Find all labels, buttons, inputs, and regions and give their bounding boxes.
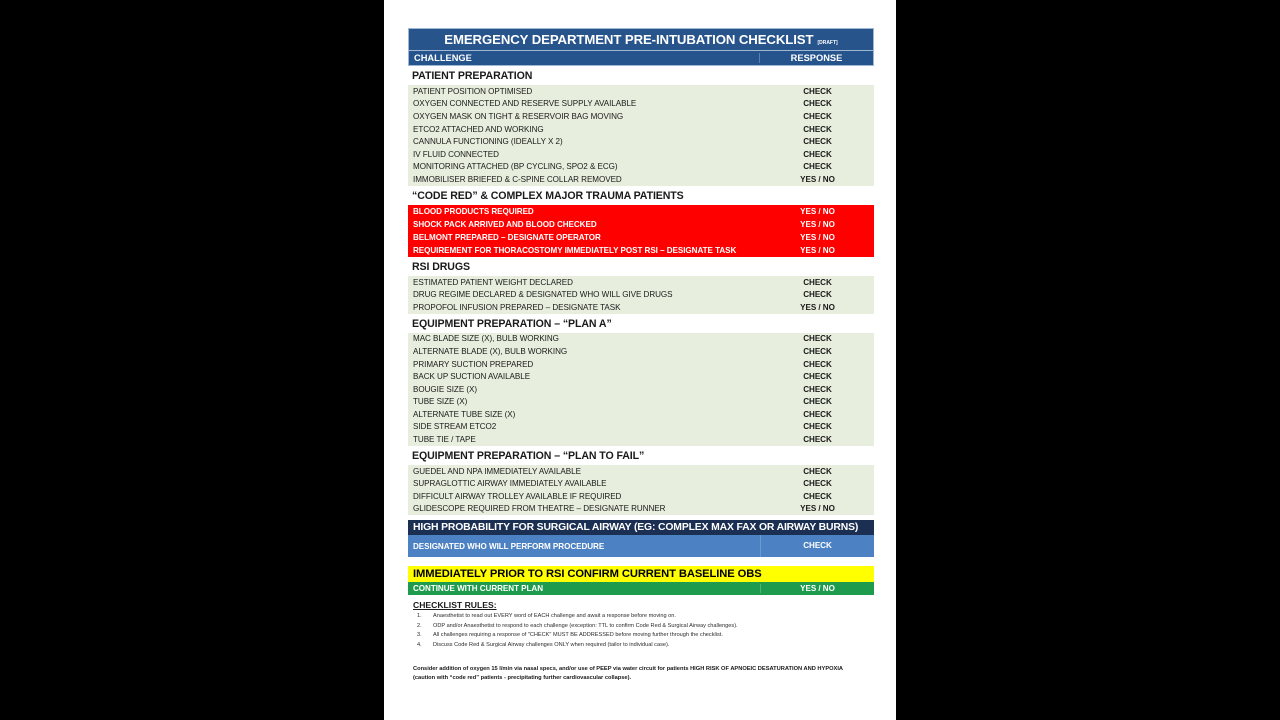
checklist-row-response[interactable]: CHECK	[803, 290, 832, 300]
checklist-row-label: IV FLUID CONNECTED	[413, 149, 499, 159]
footnote-line-2: (caution with “code red” patients - precipitating further cardiovascular collapse).	[413, 674, 632, 681]
checklist-row-label: TUBE SIZE (X)	[413, 397, 468, 407]
baseline-obs-banner: IMMEDIATELY PRIOR TO RSI CONFIRM CURRENT BASELINE OBS	[408, 566, 874, 582]
checklist-row-response[interactable]: CHECK	[803, 359, 832, 369]
checklist-row-response[interactable]: CHECK	[803, 162, 832, 172]
document-page	[384, 0, 896, 720]
section-heading: “CODE RED” & COMPLEX MAJOR TRAUMA PATIENTS	[408, 186, 874, 205]
checklist-section	[408, 257, 874, 314]
column-header-response: RESPONSE	[759, 53, 873, 63]
section-rows	[408, 205, 874, 257]
checklist-row-response[interactable]: CHECK	[803, 346, 832, 356]
checklist-section	[408, 446, 874, 515]
rules-title: CHECKLIST RULES:	[413, 600, 497, 611]
checklist-row[interactable]	[408, 123, 874, 136]
checklist-row-response[interactable]: CHECK	[803, 86, 832, 96]
checklist-row[interactable]	[408, 490, 874, 503]
rule-text: ODP and/or Anaesthetist to respond to each challenge (exception: TTL to confirm Code Red & Surgical Airway challenges).	[433, 622, 738, 629]
rule-text: Anaesthetist to read out EVERY word of EACH challenge and await a response before moving on.	[433, 613, 676, 620]
rule-text: Discuss Code Red & Surgical Airway challenges ONLY when required (tailor to individual case).	[433, 642, 670, 649]
section-heading: RSI DRUGS	[408, 257, 874, 276]
section-rows	[408, 465, 874, 515]
checklist-row-label: MONITORING ATTACHED (BP CYCLING, SPO2 & ECG)	[413, 162, 618, 172]
checklist-row-response[interactable]: CHECK	[803, 422, 832, 432]
checklist-row[interactable]	[408, 433, 874, 446]
section-heading: EQUIPMENT PREPARATION – “PLAN A”	[408, 314, 874, 333]
checklist-row-label: CONTINUE WITH CURRENT PLAN	[413, 584, 543, 594]
checklist-row-label: REQUIREMENT FOR THORACOSTOMY IMMEDIATELY POST RSI – DESIGNATE TASK	[413, 245, 737, 255]
checklist-row-label: SIDE STREAM ETCO2	[413, 422, 497, 432]
checklist-row-label: SUPRAGLOTTIC AIRWAY IMMEDIATELY AVAILABLE	[413, 479, 607, 489]
checklist-row-response[interactable]: CHECK	[803, 397, 832, 407]
checklist-row-label: BOUGIE SIZE (X)	[413, 384, 478, 394]
checklist-row-response[interactable]: YES / NO	[800, 245, 835, 255]
checklist-row-label: OXYGEN MASK ON TIGHT & RESERVOIR BAG MOVING	[413, 111, 624, 121]
checklist-row-label: DESIGNATED WHO WILL PERFORM PROCEDURE	[413, 541, 605, 551]
checklist-row-label: GLIDESCOPE REQUIRED FROM THEATRE – DESIGNATE RUNNER	[413, 504, 666, 514]
checklist-row[interactable]	[408, 396, 874, 409]
checklist-row-response[interactable]: CHECK	[803, 491, 832, 501]
checklist-row-response[interactable]: CHECK	[803, 124, 832, 134]
checklist-row-response[interactable]: CHECK	[803, 111, 832, 121]
checklist-row-response[interactable]: YES / NO	[800, 302, 835, 312]
checklist-row-label: ETCO2 ATTACHED AND WORKING	[413, 124, 544, 134]
section-heading: EQUIPMENT PREPARATION – “PLAN TO FAIL”	[408, 446, 874, 465]
checklist-row-label: BELMONT PREPARED – DESIGNATE OPERATOR	[413, 232, 601, 242]
checklist-row[interactable]	[408, 276, 874, 289]
checklist-section	[408, 314, 874, 446]
footnote-line-1: Consider addition of oxygen 15 l/min via nasal specs, and/or use of PEEP via water circuit for patients HIGH RISK OF APNOEIC DESATURATION AND HYPOXIA	[413, 665, 844, 672]
checklist-row[interactable]	[408, 535, 874, 557]
checklist-row[interactable]	[408, 205, 874, 218]
checklist-row-response[interactable]: YES / NO	[760, 584, 874, 593]
checklist-row[interactable]	[408, 173, 874, 186]
checklist-row[interactable]	[408, 477, 874, 490]
table-column-header	[408, 51, 874, 66]
checklist-section	[408, 66, 874, 186]
document-title-bar	[408, 28, 874, 51]
checklist-row[interactable]	[408, 288, 874, 301]
rule-item	[408, 631, 874, 641]
rule-number: 2.	[417, 622, 422, 629]
section-rows	[408, 333, 874, 446]
checklist-row[interactable]	[408, 135, 874, 148]
checklist-row[interactable]	[408, 231, 874, 244]
checklist-rules	[408, 595, 874, 650]
checklist-row[interactable]	[408, 421, 874, 434]
checklist-row-response[interactable]: YES / NO	[800, 206, 835, 216]
checklist-row-response[interactable]: CHECK	[803, 149, 832, 159]
checklist-row[interactable]	[408, 358, 874, 371]
checklist-row-response[interactable]: CHECK	[803, 479, 832, 489]
checklist-row[interactable]	[408, 582, 874, 595]
checklist-row-label: PRIMARY SUCTION PREPARED	[413, 359, 534, 369]
spacer	[408, 557, 874, 566]
checklist-row-label: MAC BLADE SIZE (X), BULB WORKING	[413, 334, 559, 344]
rules-list	[408, 612, 874, 650]
checklist-row-label: SHOCK PACK ARRIVED AND BLOOD CHECKED	[413, 219, 597, 229]
checklist-row-label: TUBE TIE / TAPE	[413, 435, 476, 445]
footnote	[408, 651, 874, 683]
checklist-row[interactable]	[408, 218, 874, 231]
checklist-row-label: OXYGEN CONNECTED AND RESERVE SUPPLY AVAILABLE	[413, 99, 637, 109]
section-rows	[408, 85, 874, 186]
checklist-row[interactable]	[408, 244, 874, 257]
checklist-row-response[interactable]: CHECK	[803, 409, 832, 419]
checklist-row-response[interactable]: CHECK	[803, 372, 832, 382]
checklist-row[interactable]	[408, 161, 874, 174]
checklist-row-label: PROPOFOL INFUSION PREPARED – DESIGNATE TASK	[413, 302, 621, 312]
checklist-row-label: IMMOBILISER BRIEFED & C-SPINE COLLAR REMOVED	[413, 174, 622, 184]
checklist-row[interactable]	[408, 110, 874, 123]
column-header-challenge: CHALLENGE	[414, 53, 472, 63]
checklist-row[interactable]	[408, 98, 874, 111]
checklist-row-label: ESTIMATED PATIENT WEIGHT DECLARED	[413, 277, 573, 287]
checklist-row-label: BLOOD PRODUCTS REQUIRED	[413, 206, 534, 216]
rule-number: 1.	[417, 613, 422, 620]
checklist-row-label: GUEDEL AND NPA IMMEDIATELY AVAILABLE	[413, 466, 581, 476]
checklist-row-response[interactable]: CHECK	[803, 466, 832, 476]
checklist-row-response[interactable]: CHECK	[803, 334, 832, 344]
rule-item	[408, 641, 874, 651]
checklist-row[interactable]	[408, 370, 874, 383]
checklist-row[interactable]	[408, 383, 874, 396]
draft-badge: [DRAFT]	[817, 39, 838, 46]
checklist-row-label: CANNULA FUNCTIONING (IDEALLY X 2)	[413, 137, 563, 147]
checklist-row[interactable]	[408, 148, 874, 161]
checklist-row[interactable]	[408, 333, 874, 346]
checklist-row[interactable]	[408, 345, 874, 358]
rule-item	[408, 612, 874, 622]
surgical-airway-banner: HIGH PROBABILITY FOR SURGICAL AIRWAY (EG: COMPLEX MAX FAX OR AIRWAY BURNS)	[408, 520, 874, 535]
checklist-row-response[interactable]: CHECK	[803, 137, 832, 147]
checklist-row-response[interactable]: YES / NO	[800, 232, 835, 242]
checklist-row-response[interactable]: CHECK	[760, 535, 874, 557]
checklist-row-label: ALTERNATE BLADE (X), BULB WORKING	[413, 346, 568, 356]
checklist-row-label: DIFFICULT AIRWAY TROLLEY AVAILABLE IF REQUIRED	[413, 491, 622, 501]
checklist-row-response[interactable]: CHECK	[803, 384, 832, 394]
checklist-row[interactable]	[408, 85, 874, 98]
checklist-row-response[interactable]: CHECK	[803, 99, 832, 109]
checklist-section	[408, 186, 874, 257]
checklist-row-response[interactable]: YES / NO	[800, 174, 835, 184]
surgical-airway-rows	[408, 535, 874, 557]
rule-number: 3.	[417, 632, 422, 639]
checklist-row-response[interactable]: CHECK	[803, 277, 832, 287]
checklist-row-label: PATIENT POSITION OPTIMISED	[413, 86, 533, 96]
checklist-row-response[interactable]: YES / NO	[800, 504, 835, 514]
checklist-row-label: ALTERNATE TUBE SIZE (X)	[413, 409, 516, 419]
checklist-sheet	[408, 28, 874, 683]
section-heading: PATIENT PREPARATION	[408, 66, 874, 85]
checklist-row-response[interactable]: YES / NO	[800, 219, 835, 229]
baseline-obs-rows	[408, 582, 874, 595]
checklist-row[interactable]	[408, 465, 874, 478]
rule-text: All challenges requiring a response of "CHECK" MUST BE ADDRESSED before moving further through the checklist.	[433, 632, 723, 639]
checklist-row-label: DRUG REGIME DECLARED & DESIGNATED WHO WILL GIVE DRUGS	[413, 290, 673, 300]
page-title: EMERGENCY DEPARTMENT PRE-INTUBATION CHECKLIST	[444, 32, 814, 47]
checklist-row-label: BACK UP SUCTION AVAILABLE	[413, 372, 531, 382]
rule-number: 4.	[417, 642, 422, 649]
checklist-row-response[interactable]: CHECK	[803, 435, 832, 445]
checklist-sections	[408, 66, 874, 515]
rule-item	[408, 622, 874, 632]
checklist-row[interactable]	[408, 301, 874, 314]
section-rows	[408, 276, 874, 314]
checklist-row[interactable]	[408, 408, 874, 421]
checklist-row[interactable]	[408, 503, 874, 516]
